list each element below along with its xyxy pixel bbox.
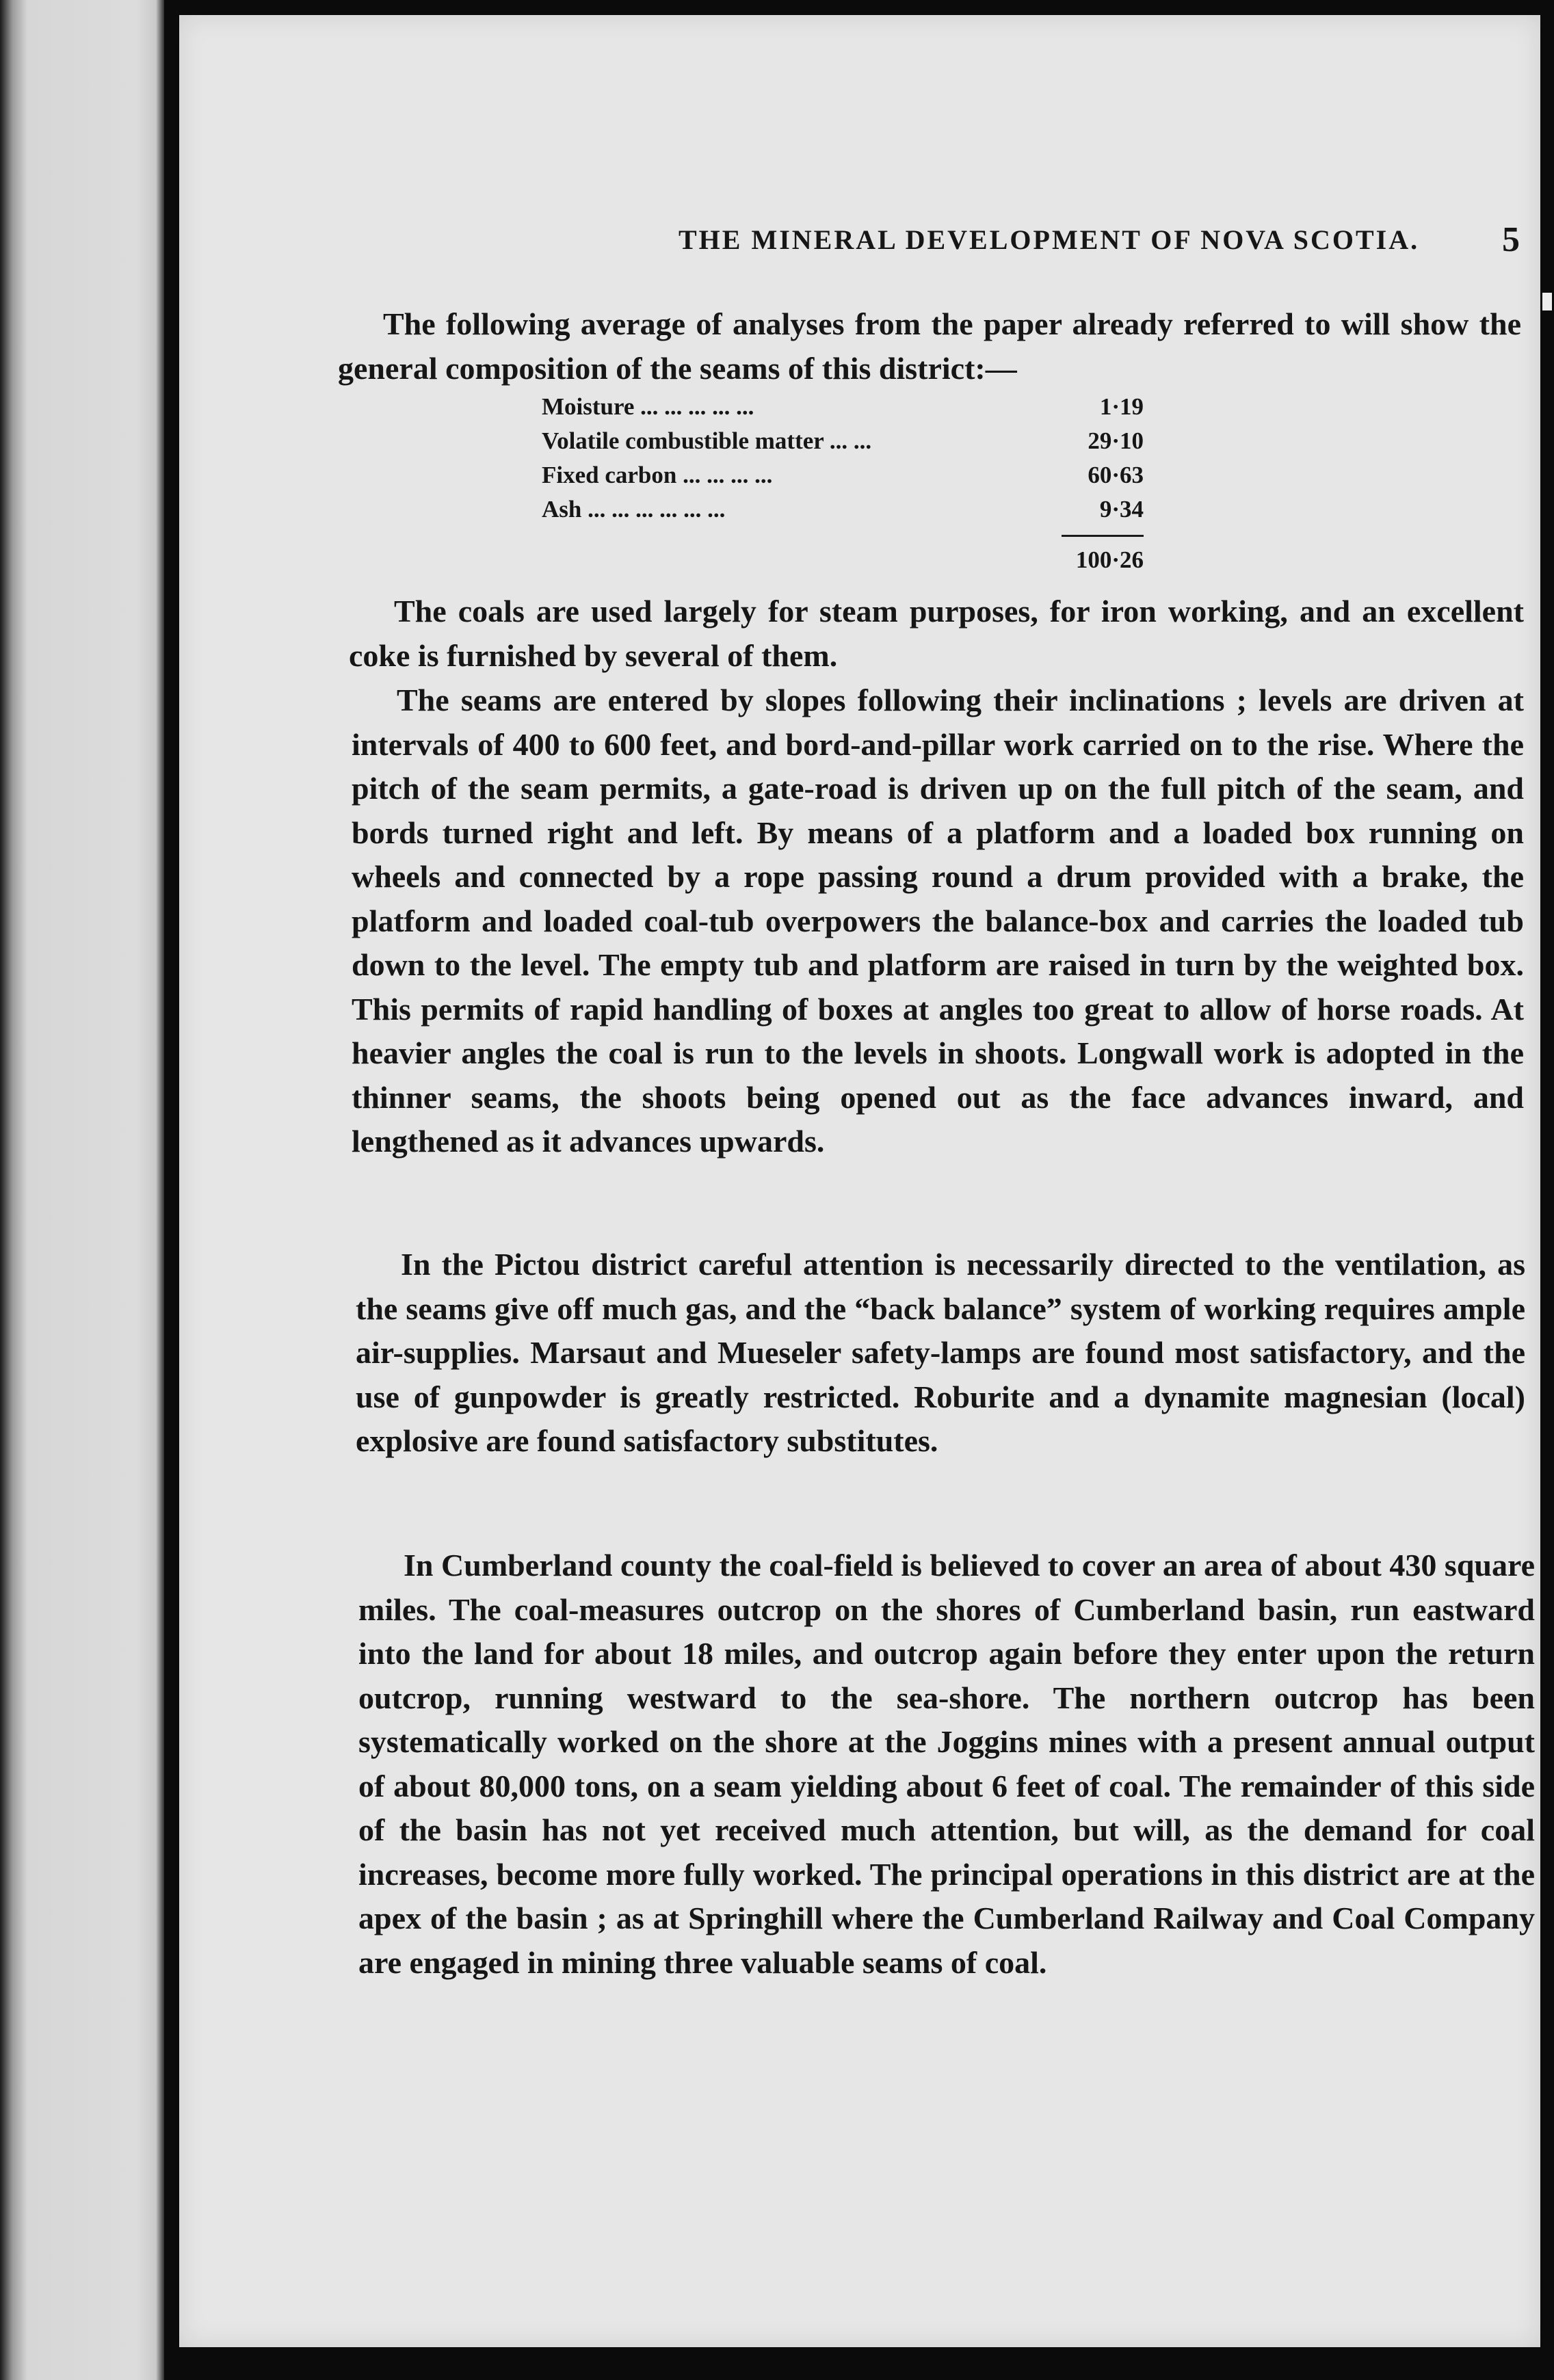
row-value: 60·63 — [1088, 462, 1144, 488]
row-label: Volatile combustible matter ... ... — [542, 427, 872, 454]
running-head: THE MINERAL DEVELOPMENT OF NOVA SCOTIA. — [679, 224, 1420, 255]
table-row — [542, 492, 1144, 527]
total-value: 100·26 — [1075, 546, 1144, 573]
book-page — [179, 15, 1540, 2347]
analysis-table — [542, 390, 1144, 577]
intro-paragraph: The following average of analyses from the paper already referred to will show the general composition of the seams of this district:— — [338, 306, 1521, 386]
body-paragraph: In Cumberland county the coal-field is believed to cover an area of about 430 square miles. The coal-measures outcrop on the shores of Cumberland basin, run eastward into the land for about 18 miles, and outcrop again before they enter upon the return outcrop, running westward to the sea-shore. The northern outcrop has been systematically worked on the shore at the Joggins mines with a present annual output of about 80,000 tons, on a seam yielding about 6 feet of coal. The remainder of this side of the basin has not yet received much attention, but will, as the demand for coal increases, become more fully worked. The principal operations in this district are at the apex of the basin ; as at Springhill where the Cumberland Railway and Coal Company are engaged in mining three valuable seams of coal. — [358, 1548, 1535, 1980]
body-paragraph: The coals are used largely for steam purposes, for iron working, and an excellent coke is furnished by several of them. — [349, 594, 1524, 673]
total-rule — [1062, 535, 1144, 537]
table-row — [542, 458, 1144, 492]
total-row — [542, 543, 1144, 577]
row-label: Ash ... ... ... ... ... ... — [542, 496, 726, 523]
table-row — [542, 424, 1144, 458]
row-label: Fixed carbon ... ... ... ... — [542, 462, 773, 488]
page-header — [473, 220, 1520, 272]
table-row — [542, 390, 1144, 424]
row-value: 9·34 — [1099, 496, 1144, 523]
body-paragraph: In the Pictou district careful attention is necessarily directed to the ventilation, as the seams give off much gas, and the “back balance” system of working requires ample air-supplies. Marsaut and Mueseler safety-lamps are found most satisfactory, and the use of gunpowder is greatly restricted. Roburite and a dynamite magnesian (local) explosive are found satisfactory substitutes. — [356, 1247, 1525, 1458]
row-label: Moisture ... ... ... ... ... — [542, 393, 754, 420]
scan-speck — [1542, 293, 1552, 310]
row-value: 29·10 — [1088, 427, 1144, 454]
row-value: 1·19 — [1099, 393, 1144, 420]
body-paragraph: The seams are entered by slopes following their inclinations ; levels are driven at intervals of 400 to 600 feet, and bord-and-pillar work carried on to the rise. Where the pitch of the seam permits, a gate-road is driven up on the full pitch of the seam, and bords turned right and left. By means of a platform and a loaded box running on wheels and connected by a rope passing round a drum provided with a brake, the platform and loaded coal-tub overpowers the balance-box and carries the loaded tub down to the level. The empty tub and platform are raised in turn by the weighted box. This permits of rapid handling of boxes at angles too great to allow of horse roads. At heavier angles the coal is run to the levels in shoots. Longwall work is adopted in the thinner seams, the shoots being opened out as the face advances inward, and lengthened as it advances upwards. — [352, 683, 1524, 1159]
adjacent-page-edge — [0, 0, 164, 2380]
page-number: 5 — [1502, 220, 1520, 259]
